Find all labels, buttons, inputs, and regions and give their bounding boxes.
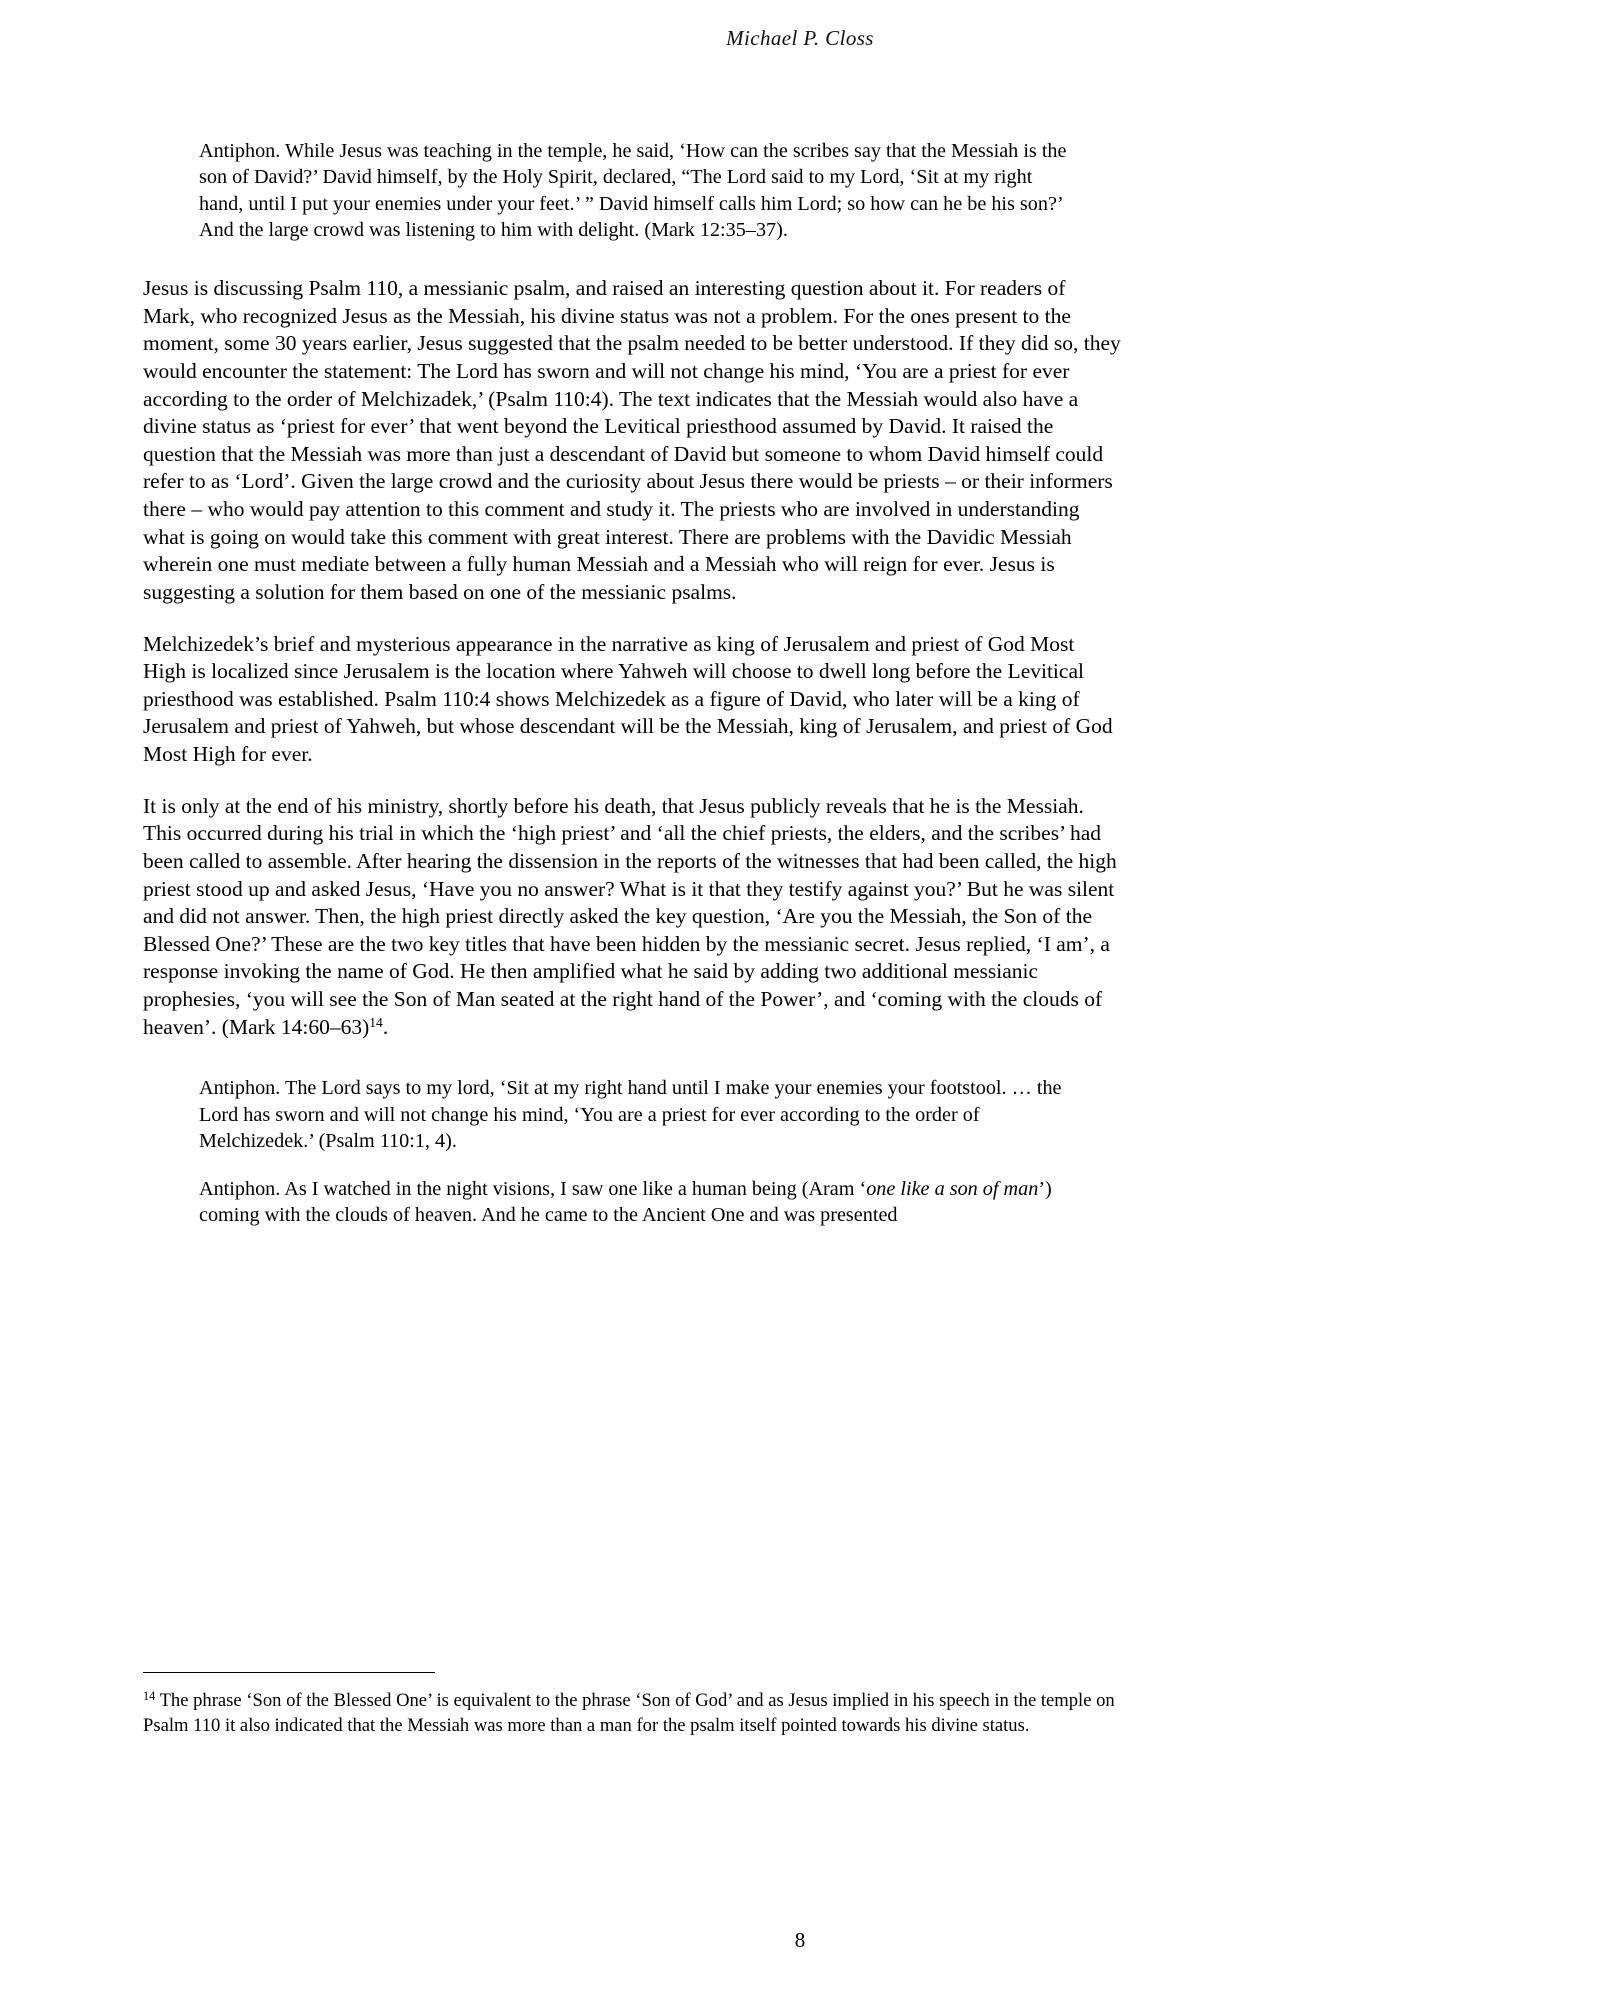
paragraph-melchizedek: Melchizedek’s brief and mysterious appearance in the narrative as king of Jerusalem and priest of God Most High is localized since Jerusalem is the location where Yahweh will choose to dwell long before the Levitical priesthood was established. Psalm 110:4 shows Melchizedek as a figure of David, who later will be a king of Jerusalem and priest of Yahweh, but whose descendant will be the Messiah, king of Jerusalem, and priest of God Most High for ever. [143,631,1113,766]
blockquote-mark-12: Antiphon. While Jesus was teaching in the temple, he said, ‘How can the scribes say that the Messiah is the son of David?’ David himself, by the Holy Spirit, declared, “The Lord said to my Lord, ‘Sit at my right hand, until I put your enemies under your feet.’ ” David himself calls him Lord; so how can he be his son?’ And the large crowd was listening to him with delight. (Mark 12:35–37). [199,140,1067,241]
footnote-separator-rule [143,1672,435,1673]
footnote-area [143,1672,1121,1738]
blockquote-daniel-emphasis: one like a son of man [866,1178,1039,1200]
page-number: 8 [794,1928,806,1952]
blockquote-psalm-110: Antiphon. The Lord says to my lord, ‘Sit at my right hand until I make your enemies your footstool. … the Lord has sworn and will not change his mind, ‘You are a priest for ever according to the order of Melchizedek.’ (Psalm 110:1, 4). [199,1077,1062,1152]
spacer [143,265,1121,275]
paragraph-trial-text: It is only at the end of his ministry, shortly before his death, that Jesus publicly reveals that he is the Messiah. This occurred during his trial in which the ‘high priest’ and ‘all the chief priests, the elders, and the scribes’ had been called to assemble. After hearing the dissension in the reports of the witnesses that had been called, the high priest stood up and asked Jesus, ‘Have you no answer? What is it that they testify against you?’ But he was silent and did not answer. Then, the high priest directly asked the key question, ‘Are you the Messiah, the Son of the Blessed One?’ These are the two key titles that have been hidden by the messianic secret. Jesus replied, ‘I am’, a response invoking the name of God. He then amplified what he said by adding two additional messianic prophesies, ‘you will see the Son of Man seated at the right hand of the Power’, and ‘coming with the clouds of heaven’. (Mark 14:60–63) [143,793,1117,1039]
spacer [143,1065,1121,1075]
text-column [143,138,1121,1251]
blockquote-daniel [199,1176,1079,1229]
footnote-reference-14[interactable]: 14 [369,1014,383,1030]
footnote-marker-14: 14 [143,1688,156,1703]
paragraph-trial [143,793,1121,1042]
blockquote-daniel-text: Antiphon. As I watched in the night visions, I saw one like a human being (Aram ‘ [199,1178,867,1200]
paragraph-psalm-110: Jesus is discussing Psalm 110, a messianic psalm, and raised an interesting question about it. For readers of Mark, who recognized Jesus as the Messiah, his divine status was not a problem. For the ones present to the moment, some 30 years earlier, Jesus suggested that the psalm needed to be better understood. If they did so, they would encounter the statement: The Lord has sworn and will not change his mind, ‘You are a priest for ever according to the order of Melchizadek,’ (Psalm 110:4). The text indicates that the Messiah would also have a divine status as ‘priest for ever’ that went beyond the Levitical priesthood assumed by David. It raised the question that the Messiah was more than just a descendant of David but someone to whom David himself could refer to as ‘Lord’. Given the large crowd and the curiosity about Jesus there would be priests – or their informers there – who would pay attention to this comment and study it. The priests who are involved in understanding what is going on would take this comment with great interest. There are problems with the Davidic Messiah wherein one must mediate between a fully human Messiah and a Messiah who will reign for ever. Jesus is suggesting a solution for them based on one of the messianic psalms. [143,276,1121,604]
running-head: Michael P. Closs [726,26,874,50]
blockquote-daniel-tail: ’) coming with the clouds of heaven. And he came to the Ancient One and was presented [199,1178,1052,1227]
footnote-text: The phrase ‘Son of the Blessed One’ is equivalent to the phrase ‘Son of God’ and as Jesus implied in his speech in the temple on Psalm 110 it also indicated that the Messiah was more than a man for the psalm itself pointed towards his divine status. [143,1690,1115,1736]
footnote-14 [143,1689,1121,1738]
paragraph-trial-tail: . [382,1014,389,1039]
